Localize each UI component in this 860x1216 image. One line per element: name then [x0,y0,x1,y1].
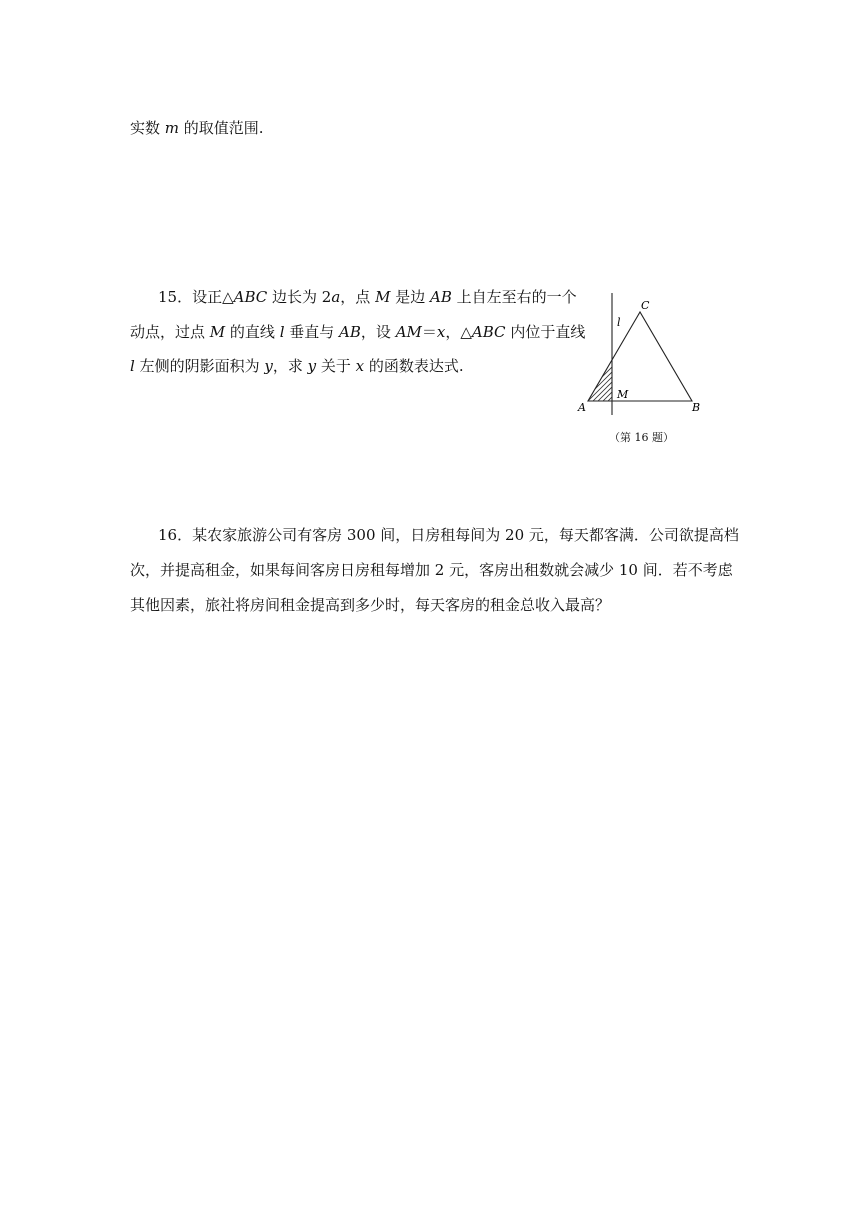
triangle-abc [588,312,692,401]
q14-continuation: 实数 m 的取值范围. [130,119,264,137]
label-a: A [578,401,586,414]
label-l: l [617,316,621,329]
q16-line-3: 其他因素，旅社将房间租金提高到多少时，每天客房的租金总收入最高？ [130,596,611,614]
figure-caption: （第 16 题） [609,431,674,444]
q15-line-1: 15．设正△ABC 边长为 2a，点 M 是边 AB 上自左至右的一个 [158,288,577,306]
triangle-figure [570,285,730,425]
q16-line-1: 16．某农家旅游公司有客房 300 间，日房租每间为 20 元，每天都客满．公司欲提高档 [158,526,739,544]
label-m: M [617,388,629,401]
label-b: B [692,401,701,414]
label-c: C [641,299,650,312]
q15-line-3: l 左侧的阴影面积为 y，求 y 关于 x 的函数表达式. [130,357,464,375]
q16-line-2: 次，并提高租金，如果每间客房日房租每增加 2 元，客房出租数就会减少 10 间．若不考虑 [130,561,733,579]
q15-line-2: 动点，过点 M 的直线 l 垂直与 AB，设 AM＝x，△ABC 内位于直线 [130,323,586,341]
